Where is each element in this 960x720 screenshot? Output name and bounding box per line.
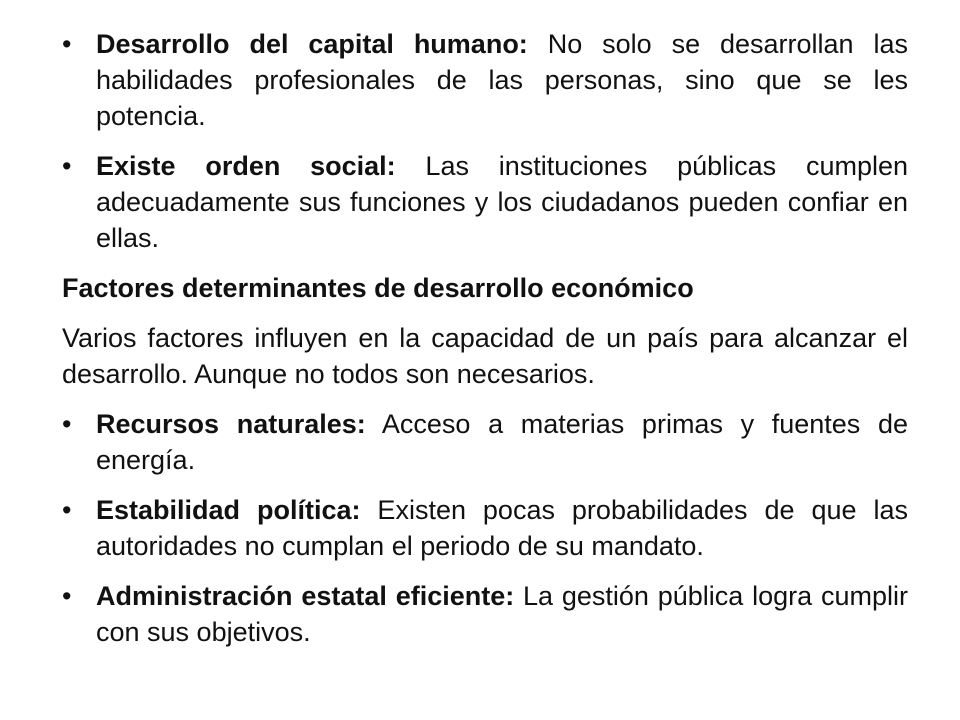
bullet-text: Acceso a materias primas y fuentes de energía. bbox=[96, 409, 908, 475]
bullet-icon: • bbox=[62, 151, 72, 181]
bullet-text: Existen pocas probabilidades de que las autoridades no cumplan el periodo de su mandato. bbox=[96, 495, 908, 561]
bullet-term: Estabilidad política: bbox=[96, 495, 361, 525]
bullet-icon: • bbox=[62, 495, 72, 525]
bullet-term: Recursos naturales: bbox=[96, 409, 366, 439]
bullet-term: Desarrollo del capital humano: bbox=[96, 29, 528, 59]
bullet-text: Las instituciones públicas cumplen adecuadamente sus funciones y los ciudadanos pueden confiar en ellas. bbox=[96, 151, 909, 253]
section-paragraph: Varios factores influyen en la capacidad de un país para alcanzar el desarrollo. Aunque no todos son necesarios. bbox=[62, 323, 908, 389]
bullet-item-capital-humano bbox=[62, 26, 908, 134]
bullet-item-administracion-estatal bbox=[62, 578, 908, 650]
bullet-item-recursos-naturales bbox=[62, 406, 908, 478]
bullet-text: La gestión pública logra cumplir con sus objetivos. bbox=[96, 581, 908, 647]
bullet-icon: • bbox=[62, 581, 72, 611]
bullet-text: No solo se desarrollan las habilidades profesionales de las personas, sino que se les potencia. bbox=[96, 29, 908, 131]
slide-content bbox=[62, 26, 908, 664]
bullet-item-orden-social bbox=[62, 148, 908, 256]
bullet-term: Existe orden social: bbox=[96, 151, 396, 181]
bullet-icon: • bbox=[62, 409, 72, 439]
bullet-icon: • bbox=[62, 29, 72, 59]
bullet-item-estabilidad-politica bbox=[62, 492, 908, 564]
bullet-term: Administración estatal eficiente: bbox=[96, 581, 515, 611]
section-heading: Factores determinantes de desarrollo económico bbox=[62, 273, 694, 303]
